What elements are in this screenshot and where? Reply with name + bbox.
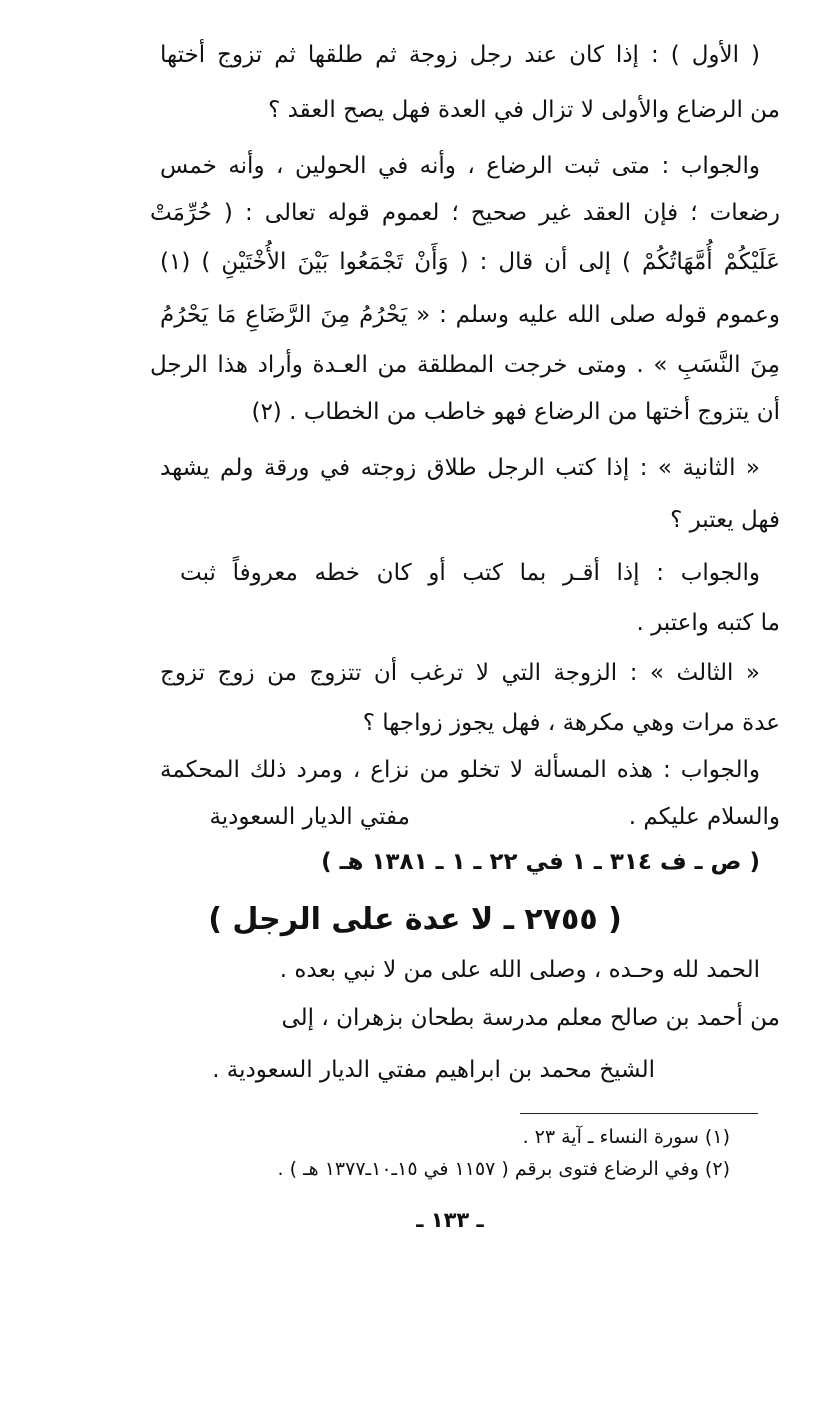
body-line: فهل يعتبر ؟ [670, 507, 780, 533]
body-line: وعموم قوله صلى الله عليه وسلم : « يَحْرُمُ مِنَ الرَّضَاعِ مَا يَحْرُمُ [160, 302, 780, 328]
body-line: عدة مرات وهي مكرهة ، فهل يجوز زواجها ؟ [362, 710, 780, 736]
body-line: « الثالث » : الزوجة التي لا ترغب أن تتزوج من زوج تزوج [160, 660, 760, 686]
body-line: مِنَ النَّسَبِ » . ومتى خرجت المطلقة من العـدة وأراد هذا الرجل [150, 352, 780, 378]
section-heading: ( ٢٧٥٥ ـ لا عدة على الرجل ) [208, 902, 622, 937]
body-line: عَلَيْكُمْ أُمَّهَاتُكُمْ ) إلى أن قال : ( وَأَنْ تَجْمَعُوا بَيْنَ الأُخْتَيْنِ ) (١) [160, 249, 780, 275]
body-line: ما كتبه واعتبر . [636, 610, 780, 636]
body-line: ( الأول ) : إذا كان عند رجل زوجة ثم طلقها ثم تزوج أختها [160, 42, 760, 68]
body-line: أن يتزوج أختها من الرضاع فهو خاطب من الخطاب . (٢) [251, 399, 780, 425]
reference-line: ( ص ـ ف ٣١٤ ـ ١ في ٢٢ ـ ١ ـ ١٣٨١ هـ ) [321, 849, 760, 875]
letter-line: الشيخ محمد بن ابراهيم مفتي الديار السعودية . [212, 1057, 655, 1083]
footnote: (٢) وفي الرضاع فتوى برقم ( ١١٥٧ في ١٥ـ١٠ـ١٣٧٧ هـ ) . [277, 1158, 730, 1180]
footnote: (١) سورة النساء ـ آية ٢٣ . [522, 1126, 730, 1148]
footnote-separator [520, 1113, 758, 1114]
body-line: والجواب : متى ثبت الرضاع ، وأنه في الحولين ، وأنه خمس [160, 153, 760, 179]
letter-line: من أحمد بن صالح معلم مدرسة بطحان بزهران ، إلى [281, 1005, 780, 1031]
body-line: رضعات ؛ فإن العقد غير صحيح ؛ لعموم قوله تعالى : ( حُرِّمَتْ [150, 200, 780, 226]
body-line: والجواب : إذا أقـر بما كتب أو كان خطه معروفاً ثبت [180, 560, 760, 586]
page-number: ـ ١٣٣ ـ [416, 1208, 484, 1232]
letter-line: الحمد لله وحـده ، وصلى الله على من لا نبي بعده . [279, 957, 760, 983]
body-line: والجواب : هذه المسألة لا تخلو من نزاع ، ومرد ذلك المحكمة [160, 757, 760, 783]
body-line: والسلام عليكم . [628, 804, 780, 830]
body-line: من الرضاع والأولى لا تزال في العدة فهل يصح العقد ؟ [268, 97, 780, 123]
signature-title: مفتي الديار السعودية [209, 804, 410, 830]
body-line: « الثانية » : إذا كتب الرجل طلاق زوجته في ورقة ولم يشهد [160, 455, 760, 481]
